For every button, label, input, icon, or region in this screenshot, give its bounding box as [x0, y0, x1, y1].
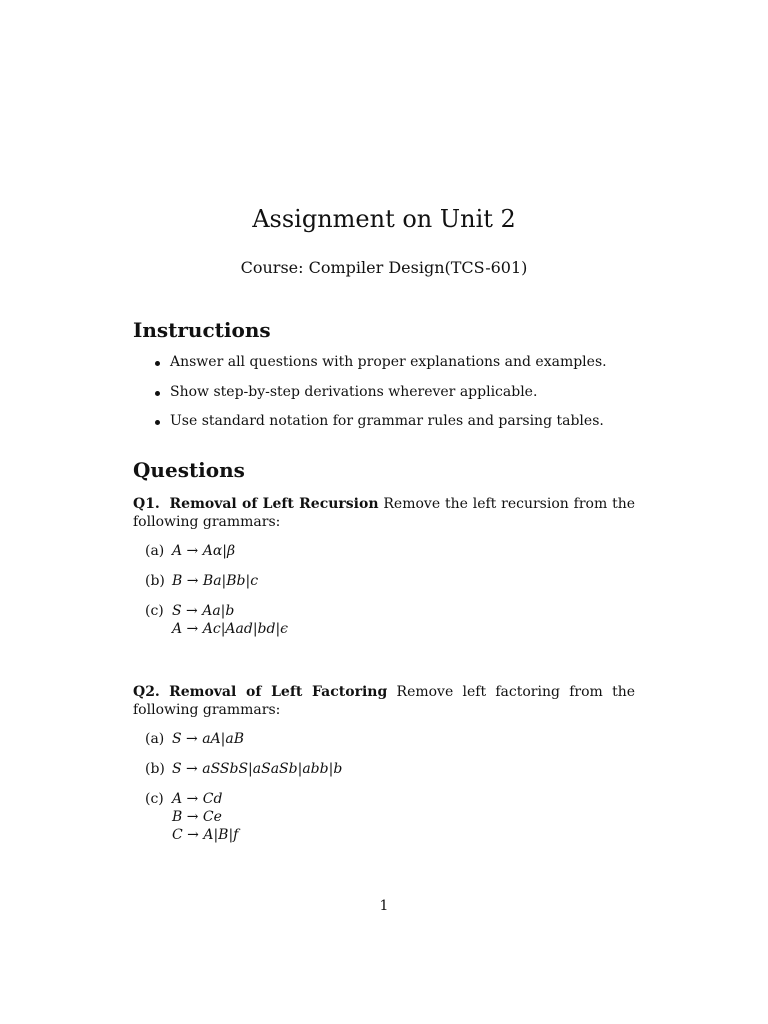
item-label: (b)	[145, 761, 165, 777]
list-item	[145, 760, 342, 778]
instruction-text: Use standard notation for grammar rules and parsing tables.	[170, 413, 604, 429]
question-number: Q1.	[133, 496, 160, 512]
question-number: Q2.	[133, 684, 160, 700]
instruction-text: Show step-by-step derivations wherever applicable.	[170, 383, 538, 400]
list-item	[145, 542, 288, 560]
bullet-icon	[155, 420, 160, 425]
item-label: (c)	[145, 791, 164, 807]
questions-heading: Questions	[133, 458, 245, 482]
item-label: (c)	[145, 603, 164, 619]
grammar-rule: S → aA|aB	[172, 731, 245, 747]
grammar-rule: S → aSSbS|aSaSb|abb|b	[172, 761, 343, 777]
document-title: Assignment on Unit 2	[252, 205, 516, 233]
instructions-list	[152, 354, 607, 443]
list-item	[145, 572, 288, 590]
question-2	[133, 683, 635, 719]
item-label: (a)	[145, 543, 165, 559]
grammar-rule: A → Aα|β	[172, 543, 236, 559]
list-item	[152, 384, 607, 414]
grammar-rule: C → A|B|f	[172, 827, 239, 843]
item-label: (b)	[145, 573, 165, 589]
question-text: Remove left factoring from the following grammars:	[133, 684, 635, 718]
grammar-rule: A → Ac|Aad|bd|ϵ	[172, 621, 289, 637]
grammar-rule: B → Ce	[172, 809, 222, 825]
grammar-rule: S → Aa|b	[172, 603, 235, 619]
question-text: Remove the left recursion from the following grammars:	[133, 496, 635, 530]
list-item	[152, 413, 607, 443]
grammar-rule: A → Cd	[172, 791, 223, 807]
item-label: (a)	[145, 731, 165, 747]
question-title: Removal of Left Factoring	[169, 684, 388, 700]
list-item	[152, 354, 607, 384]
question-1-items	[145, 542, 288, 650]
page-number: 1	[379, 898, 389, 914]
question-title: Removal of Left Recursion	[169, 496, 379, 512]
document-subtitle: Course: Compiler Design(TCS-601)	[240, 258, 528, 277]
grammar-rule: B → Ba|Bb|c	[172, 573, 259, 589]
list-item	[145, 790, 342, 844]
question-1	[133, 495, 635, 531]
question-2-items	[145, 730, 342, 856]
list-item	[145, 602, 288, 638]
bullet-icon	[155, 391, 160, 396]
instructions-heading: Instructions	[133, 318, 271, 342]
list-item	[145, 730, 342, 748]
instruction-text: Answer all questions with proper explanations and examples.	[170, 354, 607, 370]
bullet-icon	[155, 361, 160, 366]
